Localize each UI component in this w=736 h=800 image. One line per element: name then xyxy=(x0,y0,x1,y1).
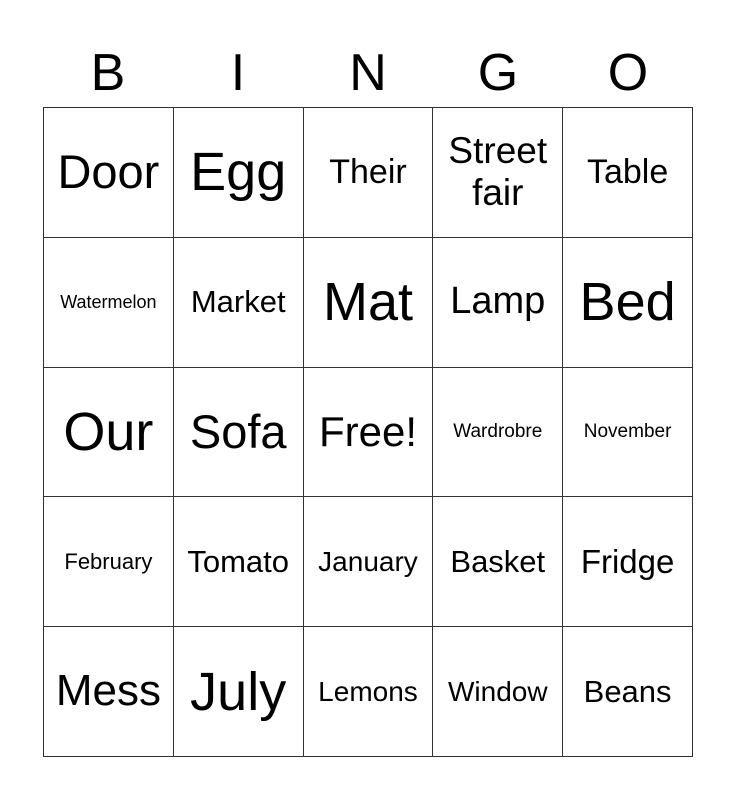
header-letter-o: O xyxy=(607,44,649,102)
bingo-header xyxy=(43,40,693,106)
bingo-cell: Street fair xyxy=(433,108,563,238)
bingo-cell: January xyxy=(304,497,434,627)
bingo-cell: Tomato xyxy=(174,497,304,627)
bingo-cell: Table xyxy=(563,108,693,238)
bingo-cell: Door xyxy=(44,108,174,238)
bingo-grid xyxy=(43,107,693,757)
bingo-cell: July xyxy=(174,627,304,757)
bingo-cell: Egg xyxy=(174,108,304,238)
bingo-cell: Free! xyxy=(304,368,434,498)
bingo-cell: Market xyxy=(174,238,304,368)
header-letter-g: G xyxy=(477,44,519,102)
header-letter-b: B xyxy=(90,44,126,102)
bingo-cell: Bed xyxy=(563,238,693,368)
bingo-cell: Fridge xyxy=(563,497,693,627)
header-letter-n: N xyxy=(349,44,387,102)
bingo-cell: Mat xyxy=(304,238,434,368)
bingo-cell: Our xyxy=(44,368,174,498)
bingo-cell: Sofa xyxy=(174,368,304,498)
bingo-cell: Beans xyxy=(563,627,693,757)
bingo-cell: February xyxy=(44,497,174,627)
bingo-cell: Their xyxy=(304,108,434,238)
bingo-cell: Watermelon xyxy=(44,238,174,368)
bingo-cell: Wardrobre xyxy=(433,368,563,498)
bingo-cell: Lamp xyxy=(433,238,563,368)
bingo-cell: Lemons xyxy=(304,627,434,757)
bingo-cell: Basket xyxy=(433,497,563,627)
bingo-cell: November xyxy=(563,368,693,498)
bingo-cell: Window xyxy=(433,627,563,757)
bingo-cell: Mess xyxy=(44,627,174,757)
header-letter-i: I xyxy=(230,44,246,102)
